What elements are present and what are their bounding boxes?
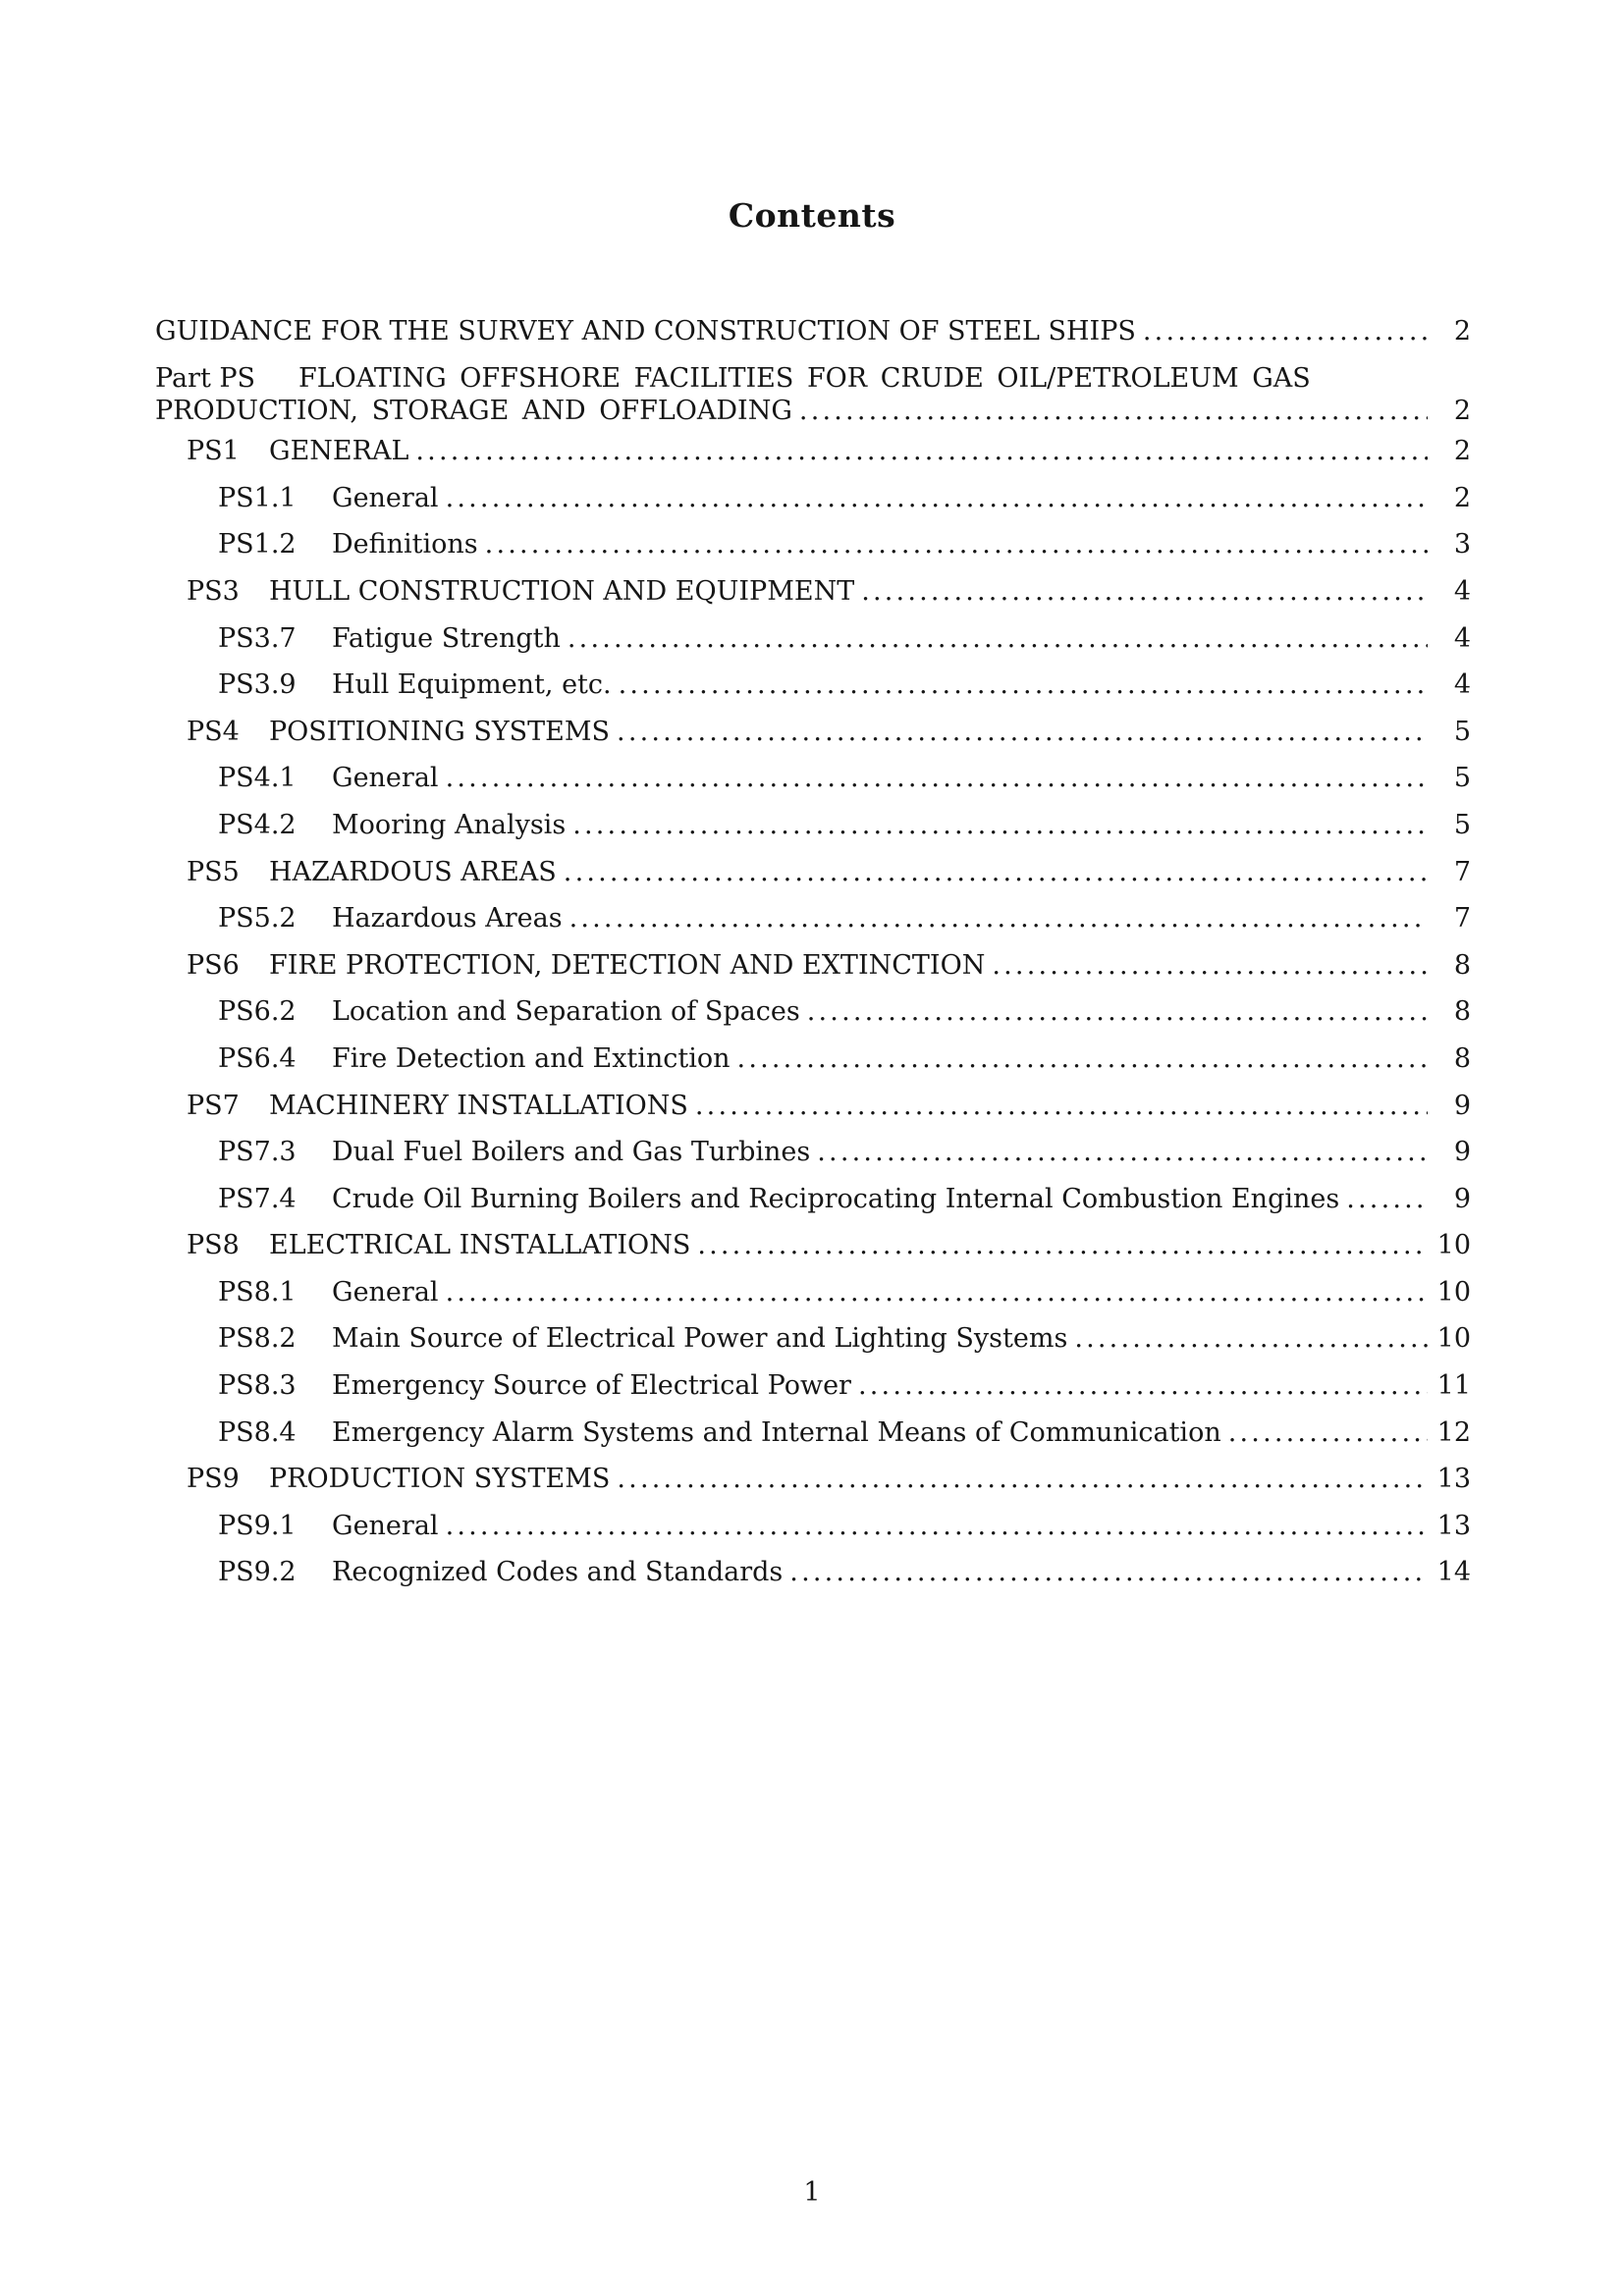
toc-entry-page: 8 [1453, 996, 1471, 1028]
toc-entry[interactable] [155, 1456, 1471, 1503]
toc-entry-line [155, 1315, 1471, 1362]
toc-entry[interactable] [155, 355, 1471, 429]
dot-leader [446, 1269, 1428, 1316]
toc-entry-page: 7 [1453, 903, 1471, 934]
toc-entry[interactable] [155, 1222, 1471, 1269]
toc-entry-title: Hull Equipment, etc. [332, 669, 612, 701]
toc-entry-line [155, 1410, 1471, 1457]
toc-entry-number: PS9.2 [218, 1557, 297, 1588]
toc-entry-title: Main Source of Electrical Power and Lighting Systems [332, 1323, 1068, 1355]
toc-entry[interactable] [155, 709, 1471, 756]
toc-entry-line [155, 308, 1471, 355]
toc-entry-line [155, 1222, 1471, 1269]
toc-entry-number: PS3.7 [218, 622, 297, 654]
toc-entry-line [155, 802, 1471, 849]
toc-entry-line [155, 1036, 1471, 1083]
toc-entry-number: PS8 [187, 1230, 240, 1261]
toc-entry-page: 9 [1453, 1183, 1471, 1214]
toc-entry-title: General [332, 1276, 439, 1308]
toc-entry-title: ELECTRICAL INSTALLATIONS [269, 1230, 691, 1261]
toc-entry-page: 2 [1453, 482, 1471, 513]
toc-entry-title: Recognized Codes and Standards [332, 1557, 784, 1588]
dot-leader [564, 849, 1428, 896]
dot-leader [858, 1362, 1428, 1410]
toc-entry-number: PS1 [187, 436, 240, 467]
dot-leader [485, 521, 1428, 568]
dot-leader [992, 942, 1428, 989]
toc-entry[interactable] [155, 521, 1471, 568]
dot-leader [861, 568, 1428, 615]
toc-entry-number: PS4.1 [218, 763, 297, 794]
toc-entry[interactable] [155, 1549, 1471, 1596]
dot-leader [568, 615, 1428, 663]
toc-entry-line [155, 1456, 1471, 1503]
toc-entry[interactable] [155, 475, 1471, 522]
toc-entry-line [155, 988, 1471, 1036]
dot-leader [817, 1129, 1428, 1176]
toc-entry-title: Emergency Source of Electrical Power [332, 1370, 851, 1402]
toc-entry[interactable] [155, 802, 1471, 849]
toc-entry[interactable] [155, 308, 1471, 355]
toc-entry-number: PS7.4 [218, 1183, 297, 1214]
toc-entry-page: 2 [1453, 316, 1471, 347]
toc-entry[interactable] [155, 895, 1471, 942]
toc-entry-page: 8 [1453, 949, 1471, 981]
toc-entry-number: PS6.4 [218, 1042, 297, 1074]
toc-entry-number: PS9 [187, 1464, 240, 1495]
toc-entry-number: PS8.3 [218, 1370, 297, 1402]
dot-leader [446, 1503, 1428, 1550]
toc-entry-line [155, 428, 1471, 475]
toc-entry-page: 8 [1453, 1042, 1471, 1074]
dot-leader [789, 1549, 1428, 1596]
toc-entry[interactable] [155, 849, 1471, 896]
toc-entry[interactable] [155, 1315, 1471, 1362]
toc-entry-line [155, 1549, 1471, 1596]
toc-entry-number: PS6.2 [218, 996, 297, 1028]
dot-leader [1228, 1410, 1428, 1457]
toc-entry-title: Dual Fuel Boilers and Gas Turbines [332, 1137, 811, 1168]
toc-entry-page: 4 [1453, 622, 1471, 654]
toc-entry-title: FIRE PROTECTION, DETECTION AND EXTINCTION [269, 949, 986, 981]
dot-leader [569, 895, 1428, 942]
dot-leader [1074, 1315, 1428, 1362]
toc-entry-line [155, 709, 1471, 756]
toc-entry-line [155, 662, 1471, 709]
toc-entry-title: Definitions [332, 529, 478, 561]
toc-entry[interactable] [155, 1269, 1471, 1316]
toc-entry[interactable] [155, 428, 1471, 475]
toc-entry[interactable] [155, 1503, 1471, 1550]
toc-entry-page: 4 [1453, 575, 1471, 607]
table-of-contents [155, 308, 1471, 1596]
toc-entry-page: 13 [1436, 1464, 1471, 1495]
toc-entry[interactable] [155, 662, 1471, 709]
toc-entry-title: POSITIONING SYSTEMS [269, 716, 611, 747]
toc-entry-title: Crude Oil Burning Boilers and Reciprocating Internal Combustion Engines [332, 1183, 1340, 1214]
toc-entry-number: PS9.1 [218, 1510, 297, 1541]
toc-entry-title: Location and Separation of Spaces [332, 996, 800, 1028]
toc-entry-title: MACHINERY INSTALLATIONS [269, 1090, 688, 1121]
toc-entry-title: PRODUCTION, STORAGE AND OFFLOADING [155, 396, 792, 427]
toc-entry-line [155, 395, 1471, 428]
toc-entry[interactable] [155, 755, 1471, 802]
toc-entry-page: 10 [1436, 1230, 1471, 1261]
toc-entry-line [155, 1176, 1471, 1223]
toc-entry-number: PS5.2 [218, 903, 297, 934]
toc-entry-page: 4 [1453, 669, 1471, 701]
toc-entry-number: PS8.1 [218, 1276, 297, 1308]
toc-entry-page: 9 [1453, 1137, 1471, 1168]
toc-entry-number: PS7.3 [218, 1137, 297, 1168]
toc-entry-page: 14 [1436, 1557, 1471, 1588]
toc-entry-page: 5 [1453, 809, 1471, 840]
dot-leader [415, 428, 1428, 475]
dot-leader [446, 475, 1428, 522]
toc-entry-number: PS5 [187, 856, 240, 887]
toc-entry[interactable] [155, 1036, 1471, 1083]
dot-leader [697, 1222, 1428, 1269]
dot-leader [799, 395, 1428, 428]
toc-entry[interactable] [155, 1129, 1471, 1176]
toc-entry-number: PS1.2 [218, 529, 297, 561]
toc-entry[interactable] [155, 1362, 1471, 1410]
toc-entry-number: PS8.2 [218, 1323, 297, 1355]
toc-entry-title: Fire Detection and Extinction [332, 1042, 731, 1074]
toc-entry-number: PS4 [187, 716, 240, 747]
toc-entry-title: Mooring Analysis [332, 809, 567, 840]
toc-entry-line [155, 475, 1471, 522]
dot-leader [572, 802, 1428, 849]
toc-entry[interactable] [155, 942, 1471, 989]
dot-leader [737, 1036, 1428, 1083]
toc-entry-line [155, 895, 1471, 942]
toc-entry-page: 2 [1453, 396, 1471, 427]
toc-entry-page: 5 [1453, 716, 1471, 747]
toc-entry-title: General [332, 482, 439, 513]
toc-entry-page: 13 [1436, 1510, 1471, 1541]
dot-leader [619, 662, 1428, 709]
toc-entry-line [155, 1269, 1471, 1316]
toc-entry-page: 9 [1453, 1090, 1471, 1121]
toc-entry-title: Emergency Alarm Systems and Internal Means of Communication [332, 1416, 1221, 1448]
toc-entry-number: PS6 [187, 949, 240, 981]
dot-leader [807, 988, 1428, 1036]
dot-leader [446, 755, 1428, 802]
toc-entry-number: PS7 [187, 1090, 240, 1121]
toc-entry-page: 12 [1436, 1416, 1471, 1448]
dot-leader [1143, 308, 1428, 355]
toc-entry[interactable] [155, 1410, 1471, 1457]
toc-entry-number: PS8.4 [218, 1416, 297, 1448]
toc-entry-title: FLOATING OFFSHORE FACILITIES FOR CRUDE OIL/PETROLEUM GAS [298, 362, 1311, 394]
toc-entry[interactable] [155, 1176, 1471, 1223]
toc-entry-page: 11 [1436, 1370, 1471, 1402]
toc-entry-line [155, 568, 1471, 615]
toc-entry-title: General [332, 763, 439, 794]
toc-entry-title: Fatigue Strength [332, 622, 561, 654]
toc-entry-line [155, 1362, 1471, 1410]
dot-leader [617, 1456, 1428, 1503]
toc-entry-line [155, 615, 1471, 663]
toc-entry-page: 2 [1453, 436, 1471, 467]
toc-entry-line [155, 1503, 1471, 1550]
toc-entry-title: HAZARDOUS AREAS [269, 856, 557, 887]
toc-entry-line [155, 1083, 1471, 1130]
toc-entry-title: GUIDANCE FOR THE SURVEY AND CONSTRUCTION OF STEEL SHIPS [155, 316, 1136, 347]
toc-entry-title: General [332, 1510, 439, 1541]
dot-leader [617, 709, 1428, 756]
toc-entry-number: PS1.1 [218, 482, 297, 513]
toc-entry-page: 3 [1453, 529, 1471, 561]
dot-leader [1346, 1176, 1428, 1223]
toc-entry-page: 5 [1453, 763, 1471, 794]
toc-entry-page: 7 [1453, 856, 1471, 887]
toc-entry-title: PRODUCTION SYSTEMS [269, 1464, 611, 1495]
toc-entry-number: PS3.9 [218, 669, 297, 701]
page-title: Contents [728, 196, 896, 235]
toc-entry[interactable] [155, 615, 1471, 663]
toc-entry-page: 10 [1436, 1276, 1471, 1308]
toc-entry-number: PS3 [187, 575, 240, 607]
toc-entry-number: PS4.2 [218, 809, 297, 840]
toc-entry-title: GENERAL [269, 436, 409, 467]
toc-entry-line [155, 849, 1471, 896]
toc-entry[interactable] [155, 1083, 1471, 1130]
footer-page-number: 1 [803, 2177, 821, 2208]
toc-entry-page: 10 [1436, 1323, 1471, 1355]
toc-entry-line [155, 1129, 1471, 1176]
toc-entry-line [155, 521, 1471, 568]
toc-entry-line [155, 942, 1471, 989]
toc-entry-line [155, 755, 1471, 802]
toc-entry-number: Part PS [155, 362, 256, 394]
toc-entry-title: Hazardous Areas [332, 903, 563, 934]
dot-leader [695, 1083, 1428, 1130]
toc-entry-title: HULL CONSTRUCTION AND EQUIPMENT [269, 575, 855, 607]
toc-entry[interactable] [155, 568, 1471, 615]
toc-entry[interactable] [155, 988, 1471, 1036]
